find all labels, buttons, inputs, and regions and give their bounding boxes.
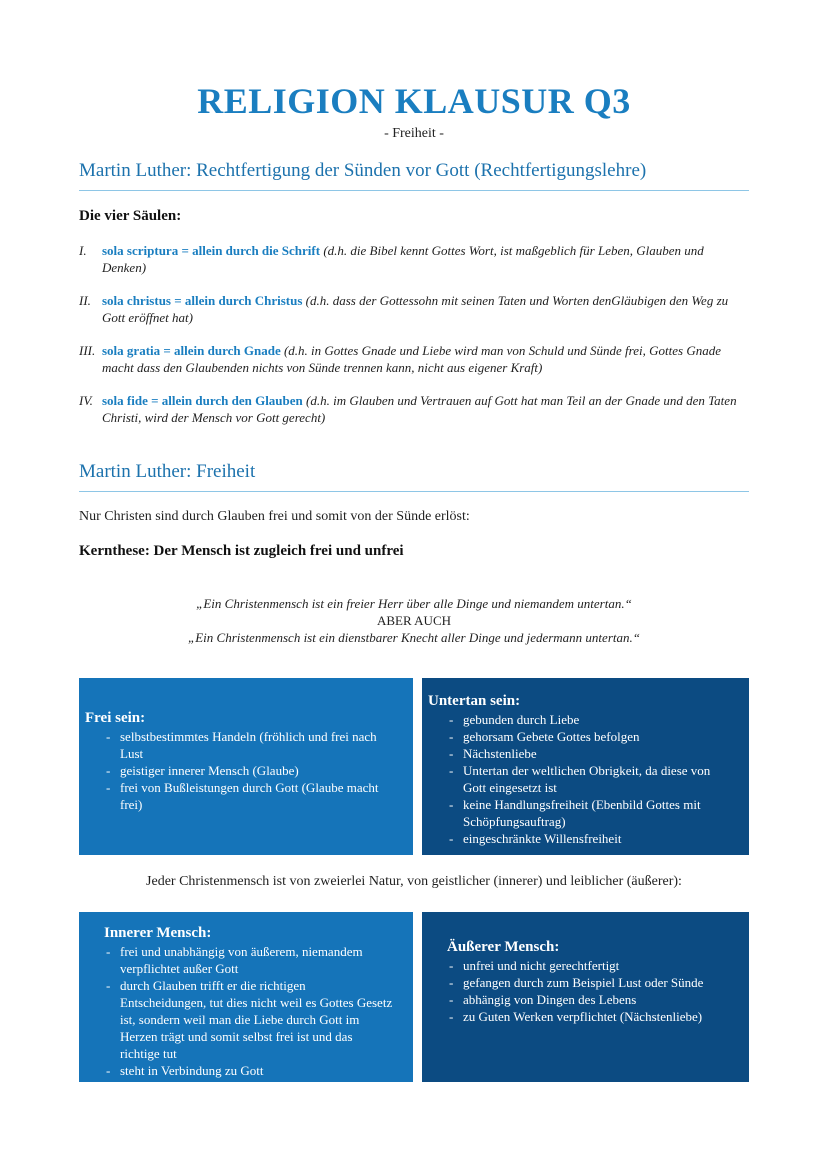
list-item: - zu Guten Werken verpflichtet (Nächstenliebe) [447,1008,735,1025]
aeusserer-mensch-box [422,912,749,1082]
page-title: RELIGION KLAUSUR Q3 [197,81,631,121]
list-item: - durch Glauben trifft er die richtigen Entscheidungen, tut dies nicht weil es Gottes Gesetz ist, sondern weil man die Liebe durch Gott im Herzen trägt und somit selbst frei ist und das richtige tut [104,977,395,1062]
pillar-explanation: (d.h. im Glauben und Vertrauen auf Gott hat man Teil an der Gnade und den Taten Christi, wird der Mensch vor Gott gerecht) [102,393,737,425]
aeusserer-mensch-list [447,957,735,1025]
list-item: - gehorsam Gebete Gottes befolgen [447,728,735,745]
list-item: - gefangen durch zum Beispiel Lust oder Sünde [447,974,735,991]
pillar-term: sola scriptura = allein durch die Schrift [102,243,321,258]
pillar-item [79,242,751,276]
section-divider [79,190,749,191]
freiheit-intro: Nur Christen sind durch Glauben frei und somit von der Sünde erlöst: [79,509,470,524]
pillar-explanation: (d.h. in Gottes Gnade und Liebe wird man von Schuld und Sünde frei, Gottes Gnade macht dass den Glaubenden nichts von Sünde trennen kann, nicht aus eigener Kraft) [102,343,721,375]
quote-connector: ABER AUCH [376,613,452,628]
pillar-term: sola fide = allein durch den Glauben [102,393,303,408]
list-item: - Nächstenliebe [447,745,735,762]
page-subtitle: - Freiheit - [384,126,444,141]
frei-sein-list [104,728,391,813]
pillar-number: III. [79,343,96,358]
pillar-explanation: (d.h. die Bibel kennt Gottes Wort, ist maßgeblich für Leben, Glauben und Denken) [102,243,704,275]
list-item: - abhängig von Dingen des Lebens [447,991,735,1008]
untertan-sein-box [422,678,749,855]
quote-free-lord: „Ein Christenmensch ist ein freier Herr über alle Dinge und niemandem untertan.“ [196,596,632,611]
innerer-mensch-heading: Innerer Mensch: [104,925,212,941]
list-item: - eingeschränkte Willensfreiheit [447,830,735,847]
pillar-number: IV. [79,393,93,408]
pillar-explanation: (d.h. dass der Gottessohn mit seinen Taten und Worten denGläubigen den Weg zu Gott eröffnet hat) [102,293,729,325]
list-item: - keine Handlungsfreiheit (Ebenbild Gottes mit Schöpfungsauftrag) [447,796,735,830]
kernthese: Kernthese: Der Mensch ist zugleich frei und unfrei [79,543,404,559]
section-heading-freiheit: Martin Luther: Freiheit [79,461,256,482]
list-item: - frei von Bußleistungen durch Gott (Glaube macht frei) [104,779,391,813]
pillar-number: I. [79,243,87,258]
pillar-term: sola christus = allein durch Christus [102,293,303,308]
quote-block [79,595,749,646]
pillars-list [79,242,751,442]
list-item: - Untertan der weltlichen Obrigkeit, da diese von Gott eingesetzt ist [447,762,735,796]
list-item: - gebunden durch Liebe [447,711,735,728]
innerer-mensch-list [104,943,395,1079]
pillar-number: II. [79,293,91,308]
pillar-item [79,342,751,376]
natur-statement: Jeder Christenmensch ist von zweierlei Natur, von geistlicher (innerer) und leiblicher (äußerer): [146,874,682,889]
frei-sein-box [79,678,413,855]
list-item: - steht in Verbindung zu Gott [104,1062,395,1079]
untertan-sein-heading: Untertan sein: [428,693,521,709]
quote-servant: „Ein Christenmensch ist ein dienstbarer Knecht aller Dinge und jedermann untertan.“ [188,630,640,645]
frei-sein-heading: Frei sein: [85,710,146,726]
list-item: - selbstbestimmtes Handeln (fröhlich und frei nach Lust [104,728,391,762]
untertan-sein-list [447,711,735,847]
pillar-term: sola gratia = allein durch Gnade [102,343,281,358]
aeusserer-mensch-heading: Äußerer Mensch: [447,939,560,955]
list-item: - geistiger innerer Mensch (Glaube) [104,762,391,779]
pillars-heading: Die vier Säulen: [79,208,182,224]
pillar-item [79,392,751,426]
section-divider [79,491,749,492]
pillar-item [79,292,751,326]
section-heading-rechtfertigung: Martin Luther: Rechtfertigung der Sünden vor Gott (Rechtfertigungslehre) [79,160,647,181]
innerer-mensch-box [79,912,413,1082]
list-item: - frei und unabhängig von äußerem, niemandem verpflichtet außer Gott [104,943,395,977]
list-item: - unfrei und nicht gerechtfertigt [447,957,735,974]
